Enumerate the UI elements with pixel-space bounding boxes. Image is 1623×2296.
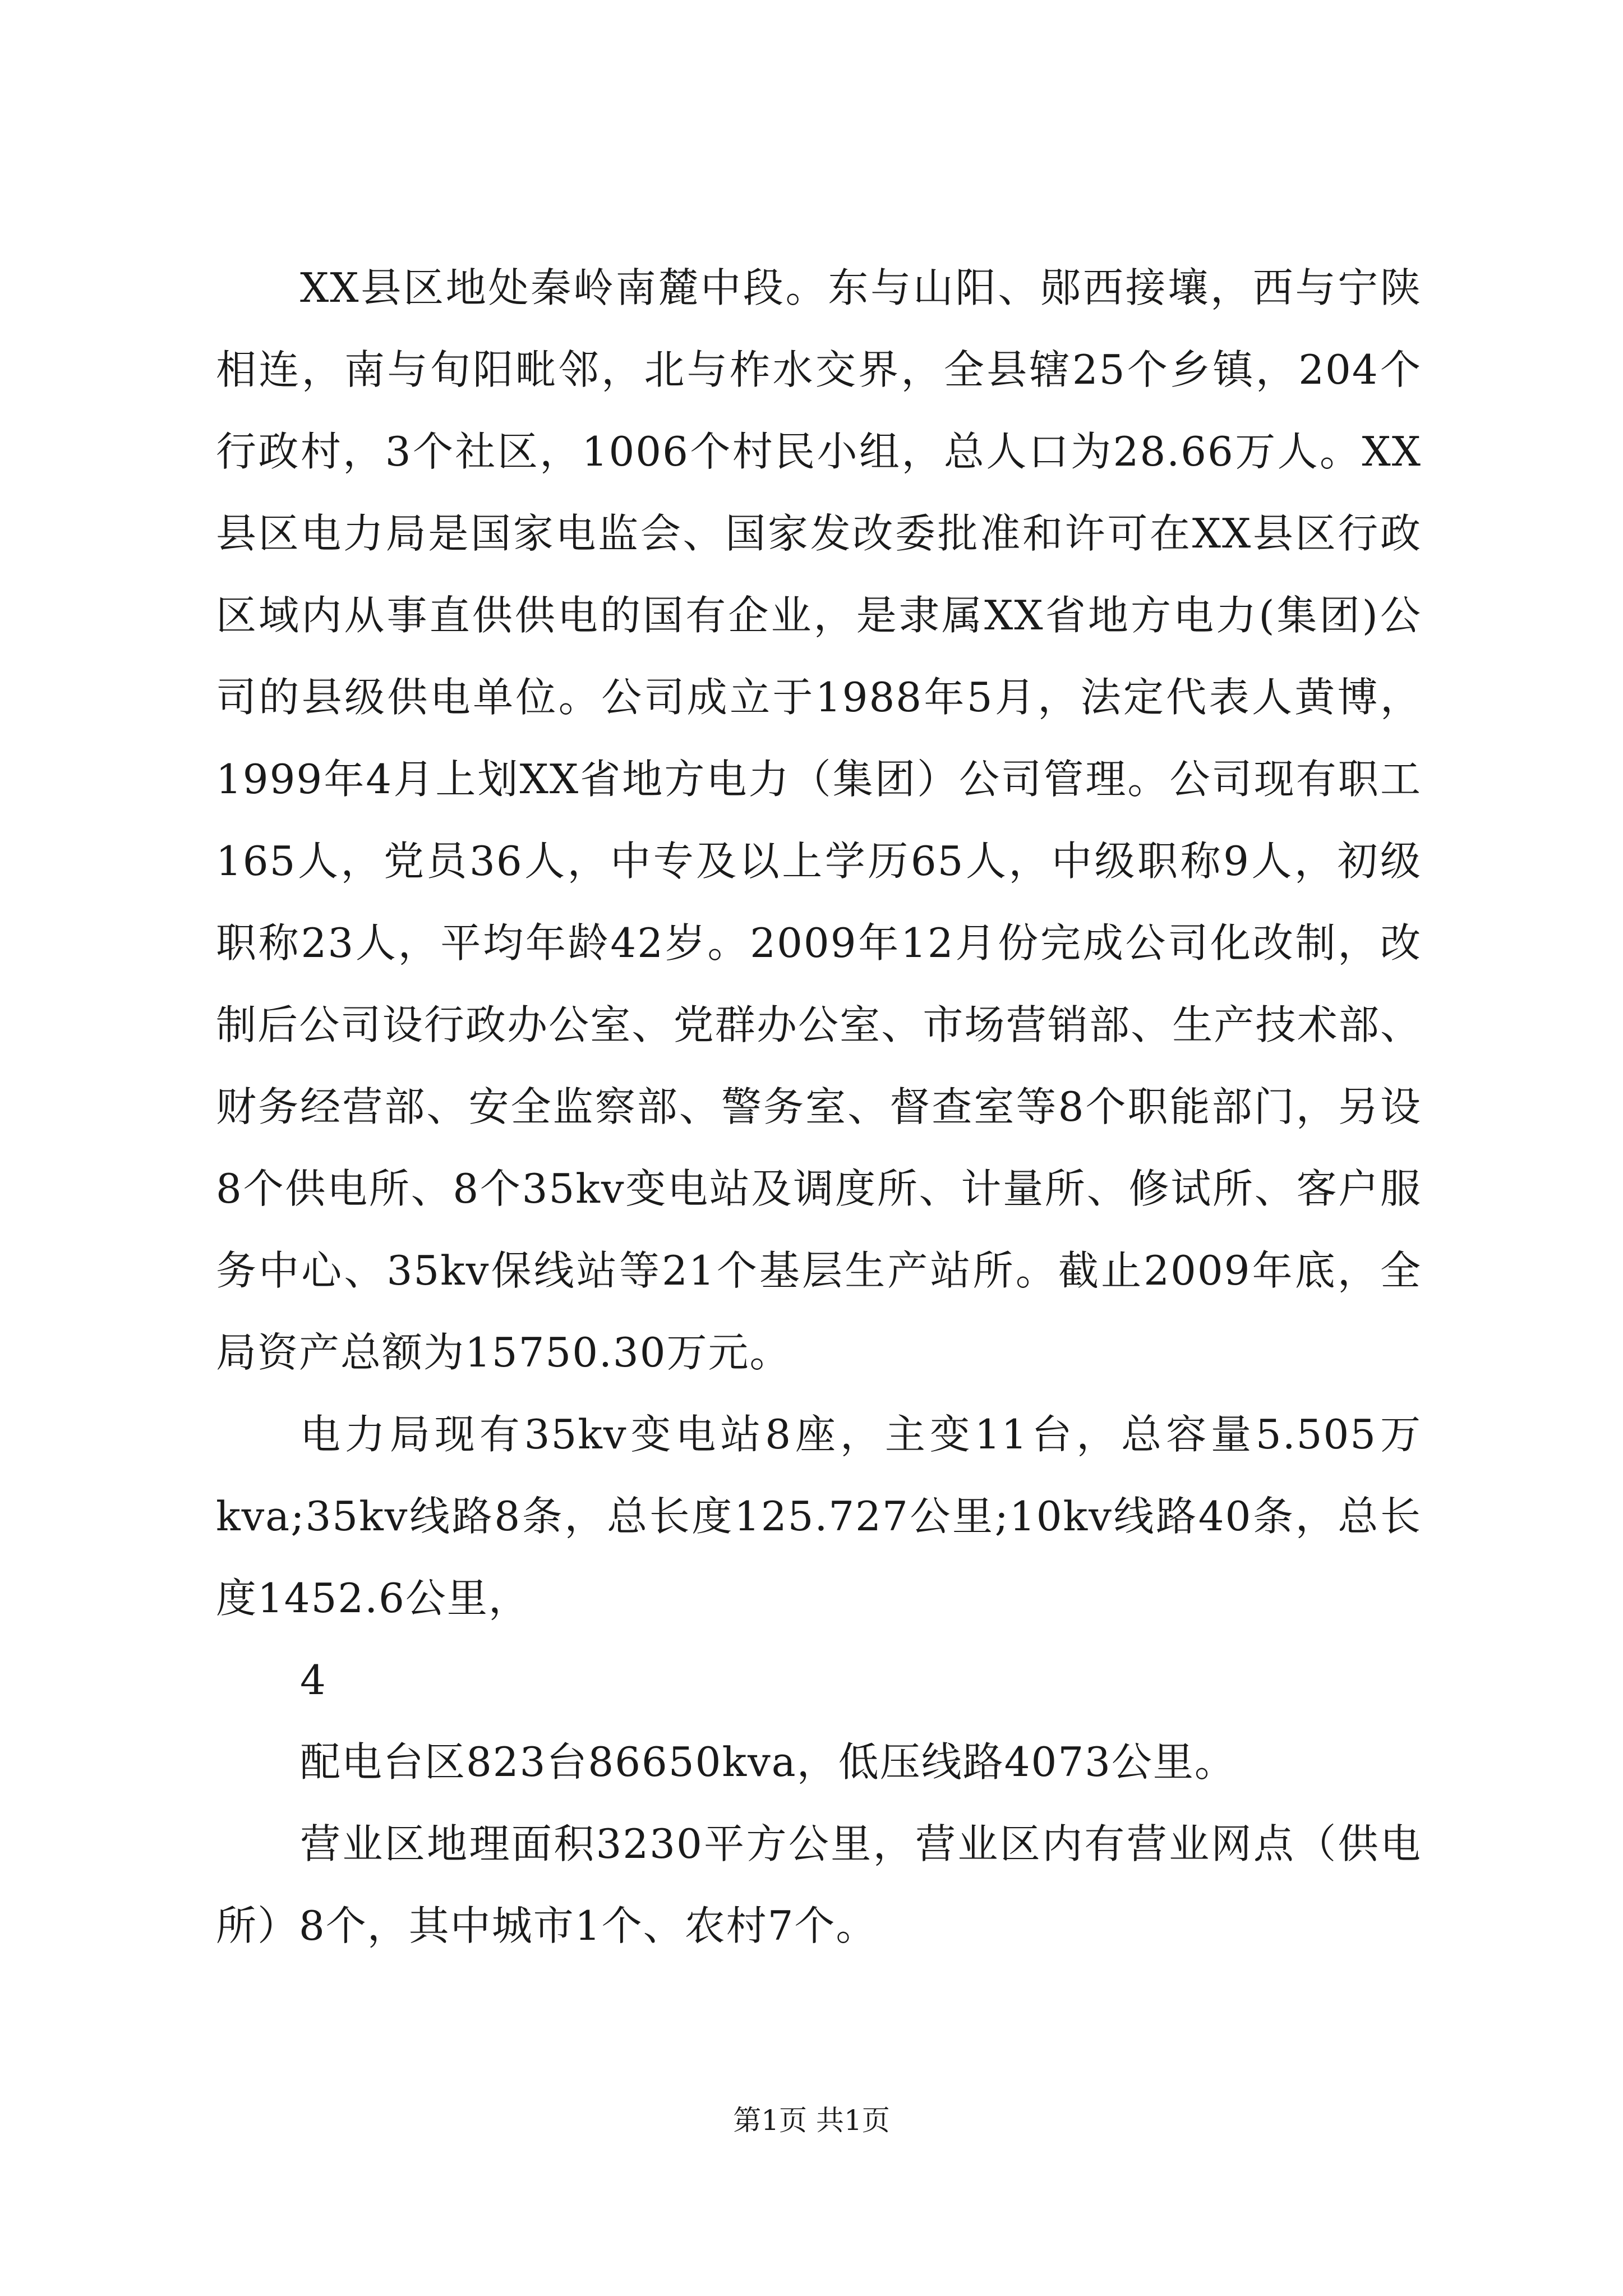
page-footer: 第1页 共1页	[733, 2104, 890, 2137]
paragraph-distribution: 配电台区823台86650kva，低压线路4073公里。	[300, 1738, 1236, 1786]
document-body	[216, 247, 1422, 1967]
paragraph-service-area: 营业区地理面积3230平方公里，营业区内有营业网点（供电所）8个，其中城市1个、农村7个。	[216, 1820, 1422, 1949]
paragraph-substations: 电力局现有35kv变电站8座，主变11台，总容量5.505万kva;35kv线路8条，总长度125.727公里;10kv线路40条，总长度1452.6公里，	[216, 1411, 1422, 1622]
paragraph-number: 4	[300, 1657, 327, 1704]
paragraph-county-overview: XX县区地处秦岭南麓中段。东与山阳、郧西接壤，西与宁陕相连，南与旬阳毗邻，北与柞水交界，全县辖25个乡镇，204个行政村，3个社区，1006个村民小组，总人口为28.66万人。XX县区电力局是国家电监会、国家发改委批准和许可在XX县区行政区域内从事直供供电的国有企业，是隶属XX省地方电力(集团)公司的县级供电单位。公司成立于1988年5月，法定代表人黄博，1999年4月上划XX省地方电力（集团）公司管理。公司现有职工165人，党员36人，中专及以上学历65人，中级职称9人，初级职称23人，平均年龄42岁。2009年12月份完成公司化改制，改制后公司设行政办公室、党群办公室、市场营销部、生产技术部、财务经营部、安全监察部、警务室、督查室等8个职能部门，另设8个供电所、8个35kv变电站及调度所、计量所、修试所、客户服务中心、35kv保线站等21个基层生产站所。截止2009年底，全局资产总额为15750.30万元。	[216, 264, 1422, 1376]
